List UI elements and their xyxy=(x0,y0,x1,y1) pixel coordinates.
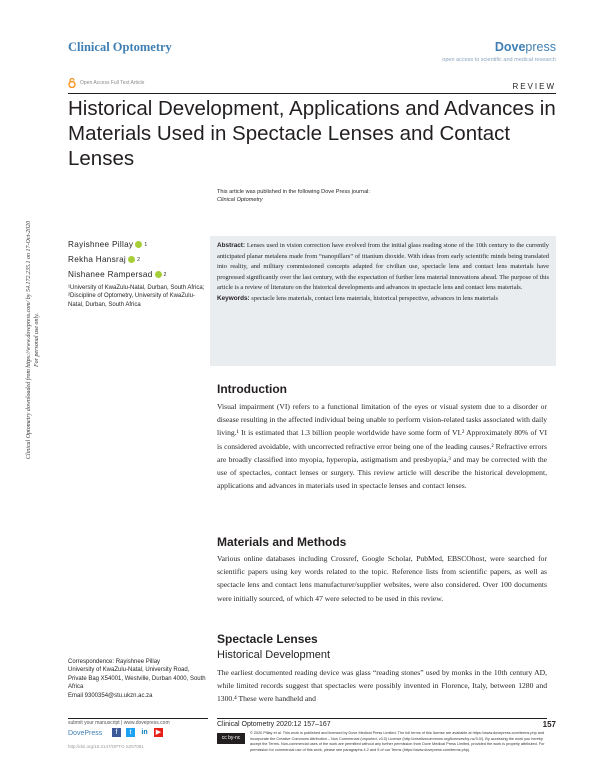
abstract-text: Lenses used in vision correction have evolved from the initial glass reading stone of the 10th century to the currently anticipated planar metalens made from “nanopillars” of titanium dioxide. With ideas from early scientific minds being translated into reality, and military commissioned concepts adapted for civilian use, spectacle lens and contact lens materials have progressed significantly over the last century, with the expectation of further lens material innovations ahead. The purpose of this article is a review of literature on the historical developments and advances in spectacle lens and contact lens materials. xyxy=(217,242,549,292)
author-name: Rekha Hansraj xyxy=(68,255,127,264)
linkedin-icon[interactable]: in xyxy=(141,729,148,736)
header-divider xyxy=(68,93,556,94)
publication-note-journal: Clinical Optometry xyxy=(217,197,263,203)
footer-divider xyxy=(217,718,547,719)
publisher-logo[interactable] xyxy=(495,40,556,54)
dovepress-logo[interactable]: DovePress xyxy=(68,730,103,737)
article-type: REVIEW xyxy=(512,82,556,91)
personal-use-note: For personal use only. xyxy=(34,313,40,368)
publication-note xyxy=(217,188,370,204)
author-3[interactable] xyxy=(68,270,167,279)
author-affiliation-sup: 2 xyxy=(137,256,141,263)
methods-heading: Materials and Methods xyxy=(217,535,347,549)
history-heading: Historical Development xyxy=(217,649,331,661)
methods-text: Various online databases including Crossref, Google Scholar, PubMed, EBSCOhost, were searched for scientific papers using key words related to the topic. Reference lists from scientific papers, as well as spectacle lens and contact lens manufacturer/supplier websites, were also considered. Over 100 documents were initially sourced, of which 47 were selected to be used in this review. xyxy=(217,554,547,603)
page-number: 157 xyxy=(542,720,556,729)
author-affiliation-sup: 1 xyxy=(144,241,148,248)
publisher-logo-bold: Dove xyxy=(494,40,526,54)
correspondence xyxy=(68,658,208,700)
download-note: Clinical Optometry downloaded from https://www.dovepress.com/ by 54.172.235.1 on 17-Oct-2020 xyxy=(26,220,32,460)
facebook-icon[interactable]: f xyxy=(112,728,121,737)
open-access-text: Open Access Full Text Article xyxy=(80,80,145,86)
submit-manuscript-link[interactable]: submit your manuscript | www.dovepress.com xyxy=(68,720,170,726)
youtube-icon[interactable]: ▶ xyxy=(155,729,162,736)
publication-note-text: This article was published in the following Dove Press journal: xyxy=(217,189,370,195)
correspondence-label: Correspondence: Rayishnee Pillay xyxy=(68,659,161,665)
cc-license-badge[interactable]: cc by-nc xyxy=(217,733,245,744)
download-sidebar xyxy=(22,160,44,520)
orcid-icon[interactable] xyxy=(135,241,142,248)
author-1[interactable] xyxy=(68,240,147,249)
author-2[interactable] xyxy=(68,255,140,264)
author-name: Rayishnee Pillay xyxy=(68,240,134,249)
orcid-icon[interactable] xyxy=(155,271,162,278)
orcid-icon[interactable] xyxy=(128,256,135,263)
journal-name: Clinical Optometry xyxy=(68,40,172,54)
social-links xyxy=(112,728,163,737)
author-affiliation-sup: 2 xyxy=(163,271,167,278)
twitter-icon[interactable]: t xyxy=(126,728,135,737)
affiliations: ¹University of KwaZulu-Natal, Durban, South Africa; ²Discipline of Optometry, University of KwaZulu-Natal, Durban, South Africa xyxy=(68,285,205,308)
open-access-icon xyxy=(68,78,76,88)
open-access-label xyxy=(68,78,144,88)
keywords-text: spectacle lens materials, contact lens materials, historical perspective, advances in lens materials xyxy=(251,294,498,302)
introduction-heading: Introduction xyxy=(217,382,287,396)
journal-reference: Clinical Optometry 2020:12 157–167 xyxy=(217,721,331,728)
history-text: The earliest documented reading device was glass “reading stones” used by monks in the 10th century AD, while limited records suggest that spectacles were possibly invented in Florence, Italy, between 1280 and 1300.⁴ These were handheld and xyxy=(217,668,547,704)
author-name: Nishanee Rampersad xyxy=(68,270,153,279)
spectacle-heading: Spectacle Lenses xyxy=(217,632,318,646)
publisher-tagline: open access to scientific and medical research xyxy=(442,57,556,63)
article-title: Historical Development, Applications and Advances in Materials Used in Spectacle Lenses and Contact Lenses xyxy=(68,97,556,170)
correspondence-address: University of KwaZulu-Natal, University Road, Private Bag X54001, Westville, Durban 4000, South Africa xyxy=(68,667,206,691)
abstract xyxy=(217,241,549,305)
correspondence-email[interactable]: Email 9300354@stu.ukzn.ac.za xyxy=(68,692,153,699)
left-footer-divider xyxy=(68,718,208,719)
doi-link[interactable]: http://doi.org/10.2147/OPTO.S257081 xyxy=(68,744,144,749)
abstract-label: Abstract: xyxy=(217,242,246,249)
publisher-logo-rest: press xyxy=(525,40,556,54)
license-text: © 2020 Pillay et al. This work is published and licensed by Dove Medical Press Limited. The full terms of this license are available at https://www.dovepress.com/terms.php and incorporate the Creative Commons Attribution – Non Commercial (unported, v3.0) License (http://creativecommons.org/licenses/by-nc/3.0/). By accessing the work you hereby accept the Terms. Non-commercial uses of the work are permitted without any further permission from Dove Medical Press Limited, provided the work is properly attributed. For permission for commercial use of this work, please see paragraphs 4.2 and 5 of our Terms (https://www.dovepress.com/terms.php). xyxy=(250,731,545,752)
introduction-text: Visual impairment (VI) refers to a functional limitation of the eyes or visual system due to a disorder or disease resulting in the affected individual being unable to perform vision-related tasks associated with daily living.¹ It is estimated that 1.3 billion people worldwide have some form of VI.² Approximately 80% of VI is considered avoidable, with uncorrected refractive error being one of the leading causes.² Refractive errors are broadly classified into myopia, hyperopia, astigmatism and presbyopia,³ and may be corrected with the use of spectacles, contact lenses or surgery. This review article will describe the historical development, applications and advances in materials used in spectacle lenses and contact lenses. xyxy=(217,402,547,491)
keywords-label: Keywords: xyxy=(217,294,250,302)
